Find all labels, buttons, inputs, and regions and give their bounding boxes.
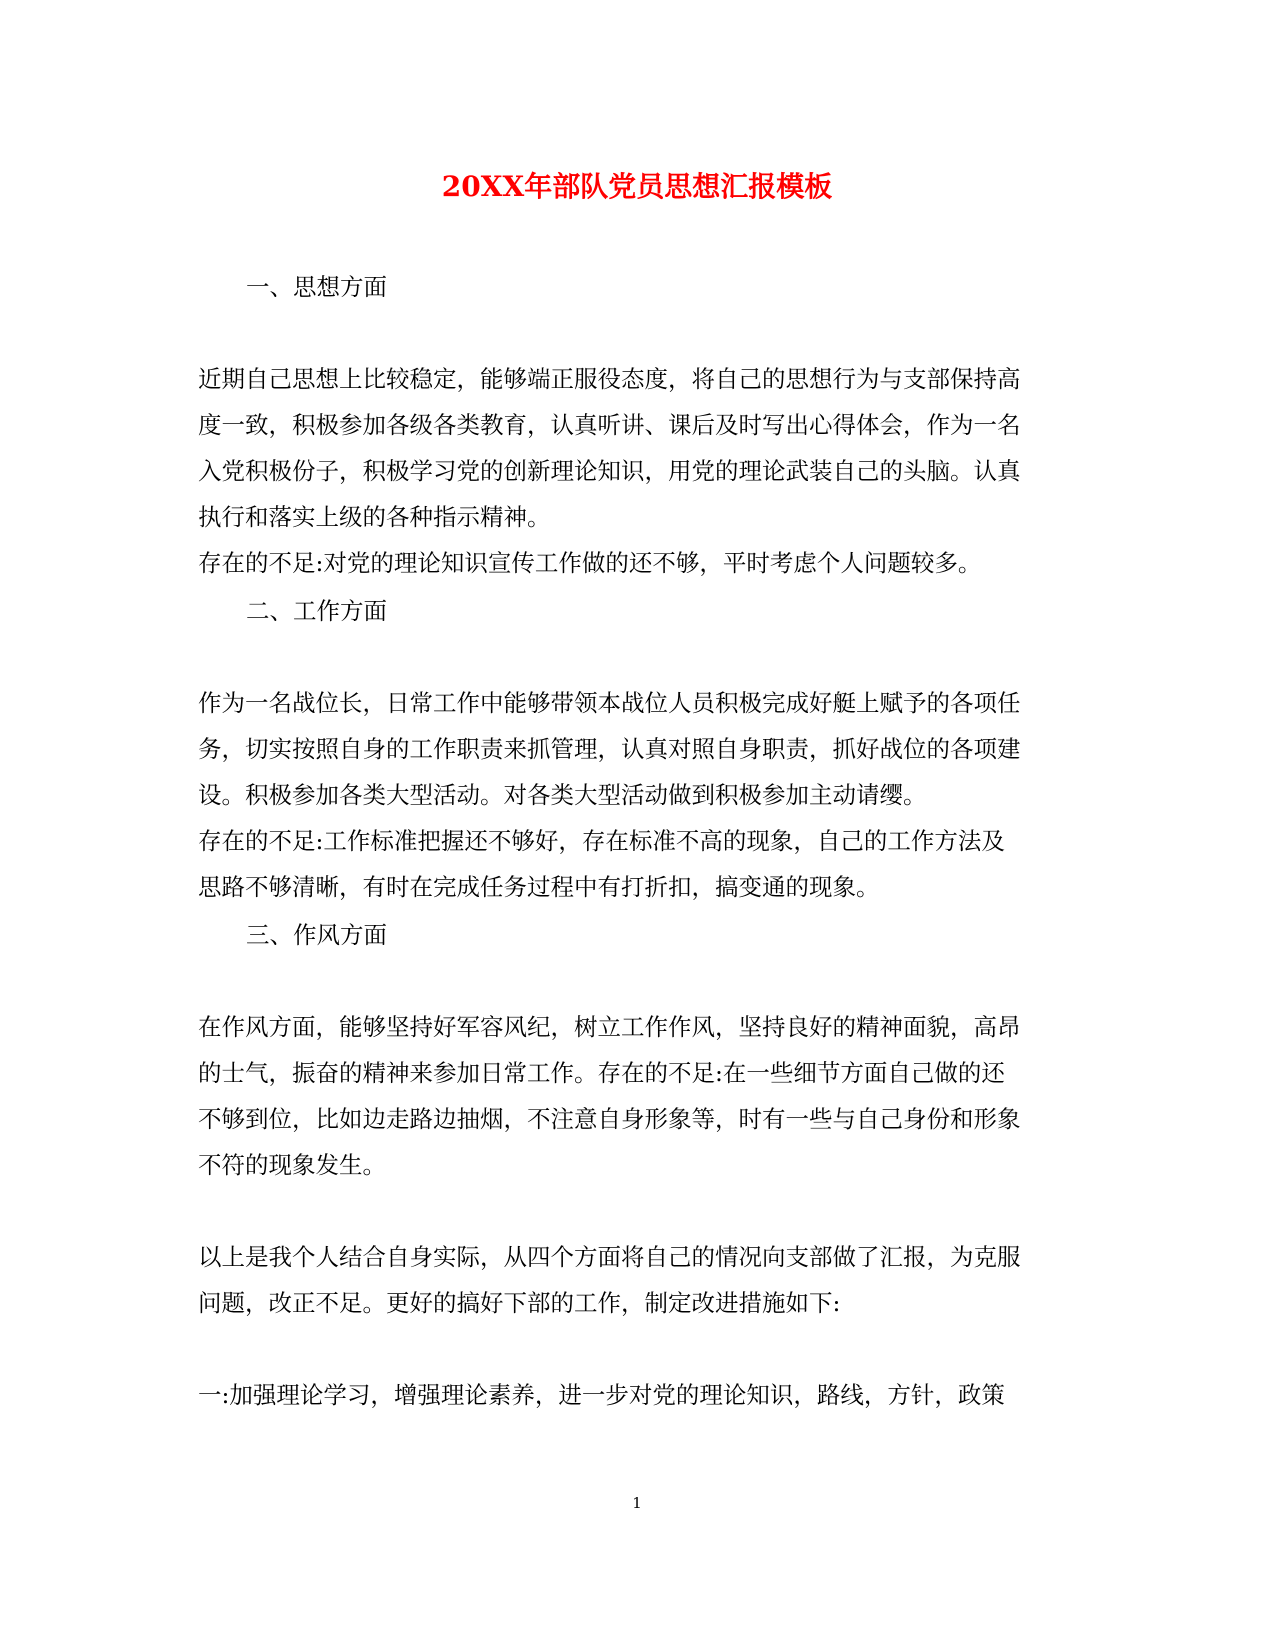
section-heading-style: 三、作风方面 [246,921,387,949]
paragraph-line: 不够到位，比如边走路边抽烟，不注意自身形象等，时有一些与自己身份和形象 [198,1105,1021,1133]
paragraph-line: 存在的不足:工作标准把握还不够好，存在标准不高的现象，自己的工作方法及 [198,827,1005,855]
paragraph-line: 务，切实按照自身的工作职责来抓管理，认真对照自身职责，抓好战位的各项建 [198,735,1021,763]
paragraph-line: 作为一名战位长，日常工作中能够带领本战位人员积极完成好艇上赋予的各项任 [198,689,1021,717]
paragraph-line: 近期自己思想上比较稳定，能够端正服役态度，将自己的思想行为与支部保持高 [198,365,1021,393]
paragraph-line: 在作风方面，能够坚持好军容风纪，树立工作作风，坚持良好的精神面貌，高昂 [198,1013,1021,1041]
section-heading-work: 二、工作方面 [246,597,387,625]
paragraph-line: 执行和落实上级的各种指示精神。 [198,503,551,531]
paragraph-line: 存在的不足:对党的理论知识宣传工作做的还不够，平时考虑个人问题较多。 [198,549,982,577]
paragraph-line: 以上是我个人结合自身实际，从四个方面将自己的情况向支部做了汇报，为克服 [198,1243,1021,1271]
document-title: 20XX年部队党员思想汇报模板 [441,170,833,203]
section-heading-thought: 一、思想方面 [246,273,387,301]
paragraph-line: 设。积极参加各类大型活动。对各类大型活动做到积极参加主动请缨。 [198,781,927,809]
paragraph-line: 问题，改正不足。更好的搞好下部的工作，制定改进措施如下: [198,1289,841,1317]
paragraph-line: 度一致，积极参加各级各类教育，认真听讲、课后及时写出心得体会，作为一名 [198,411,1021,439]
paragraph-line: 不符的现象发生。 [198,1151,386,1179]
paragraph-line: 的士气，振奋的精神来参加日常工作。存在的不足:在一些细节方面自己做的还 [198,1059,1005,1087]
paragraph-line: 一:加强理论学习，增强理论素养，进一步对党的理论知识，路线，方针，政策 [198,1381,1005,1409]
page-number: 1 [632,1494,642,1512]
paragraph-line: 入党积极份子，积极学习党的创新理论知识，用党的理论武装自己的头脑。认真 [198,457,1021,485]
paragraph-line: 思路不够清晰，有时在完成任务过程中有打折扣，搞变通的现象。 [198,873,880,901]
